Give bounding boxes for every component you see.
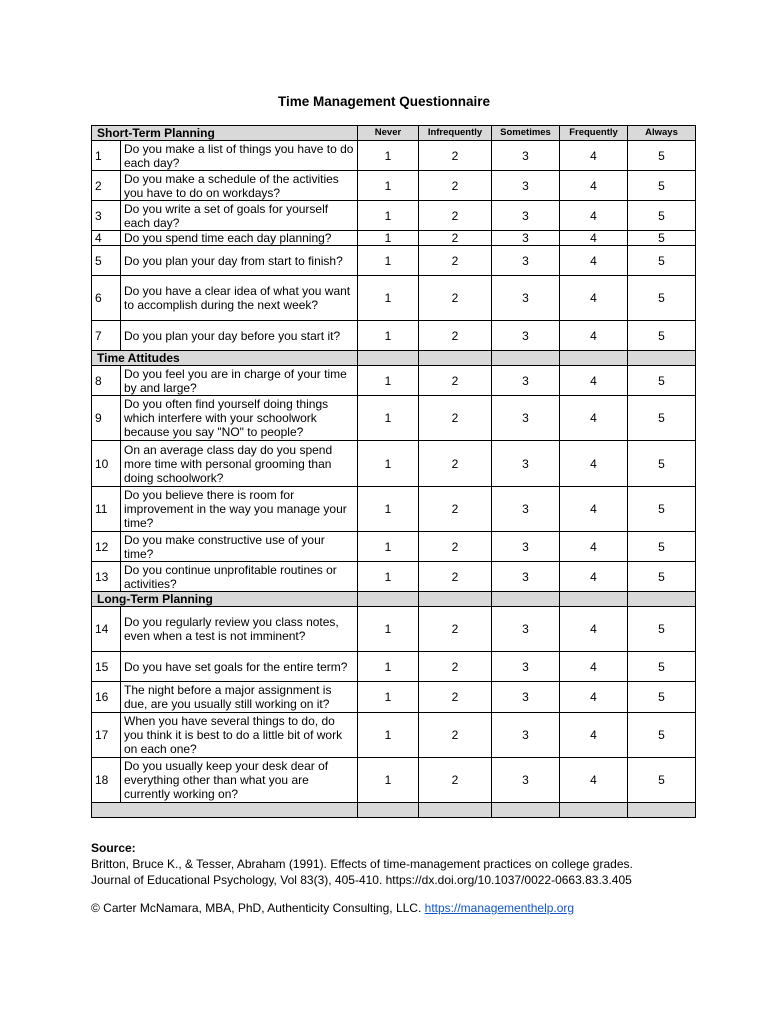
- section-filler-cell: [358, 592, 419, 607]
- rating-option-1[interactable]: 1: [358, 562, 419, 592]
- rating-option-4[interactable]: 4: [560, 396, 628, 441]
- rating-option-4[interactable]: 4: [560, 713, 628, 758]
- rating-option-3[interactable]: 3: [492, 441, 560, 487]
- question-number: 18: [92, 758, 121, 803]
- copyright-line: [91, 900, 574, 916]
- question-number: 6: [92, 276, 121, 321]
- question-row: [92, 396, 696, 441]
- footer-cell: [419, 803, 492, 818]
- question-row: [92, 246, 696, 276]
- rating-option-4[interactable]: 4: [560, 487, 628, 532]
- rating-option-1[interactable]: 1: [358, 758, 419, 803]
- rating-option-4[interactable]: 4: [560, 366, 628, 396]
- question-text: Do you continue unprofitable routines or activities?: [121, 562, 358, 592]
- rating-option-4[interactable]: 4: [560, 201, 628, 231]
- rating-option-1[interactable]: 1: [358, 607, 419, 652]
- rating-option-3[interactable]: 3: [492, 532, 560, 562]
- question-number: 16: [92, 682, 121, 713]
- rating-option-2[interactable]: 2: [419, 682, 492, 713]
- rating-option-3[interactable]: 3: [492, 713, 560, 758]
- question-row: [92, 487, 696, 532]
- rating-option-4[interactable]: 4: [560, 652, 628, 682]
- source-citation-line2: Journal of Educational Psychology, Vol 83(3), 405-410. https://dx.doi.org/10.1037/0022-0663.83.3.405: [91, 873, 632, 887]
- rating-option-5[interactable]: 5: [628, 141, 696, 171]
- question-number: 4: [92, 231, 121, 246]
- rating-option-1[interactable]: 1: [358, 201, 419, 231]
- question-number: 8: [92, 366, 121, 396]
- rating-option-2[interactable]: 2: [419, 607, 492, 652]
- question-text: Do you spend time each day planning?: [121, 231, 358, 246]
- copyright-text: © Carter McNamara, MBA, PhD, Authenticity Consulting, LLC.: [91, 901, 422, 915]
- rating-option-1[interactable]: 1: [358, 487, 419, 532]
- question-number: 1: [92, 141, 121, 171]
- question-text: Do you make a schedule of the activities you have to do on workdays?: [121, 171, 358, 201]
- rating-option-3[interactable]: 3: [492, 607, 560, 652]
- footer-cell: [92, 803, 358, 818]
- question-number: 13: [92, 562, 121, 592]
- question-number: 2: [92, 171, 121, 201]
- rating-option-2[interactable]: 2: [419, 171, 492, 201]
- section-filler-cell: [628, 592, 696, 607]
- footer-cell: [560, 803, 628, 818]
- rating-option-5[interactable]: 5: [628, 276, 696, 321]
- question-row: [92, 562, 696, 592]
- question-number: 14: [92, 607, 121, 652]
- question-number: 7: [92, 321, 121, 351]
- footer-cell: [358, 803, 419, 818]
- source-block: [91, 840, 711, 888]
- question-text: Do you make constructive use of your time?: [121, 532, 358, 562]
- footer-cell: [492, 803, 560, 818]
- rating-option-3[interactable]: 3: [492, 141, 560, 171]
- question-row: [92, 532, 696, 562]
- rating-option-2[interactable]: 2: [419, 713, 492, 758]
- section-filler-cell: [419, 592, 492, 607]
- question-row: [92, 171, 696, 201]
- rating-option-4[interactable]: 4: [560, 682, 628, 713]
- question-number: 12: [92, 532, 121, 562]
- rating-option-3[interactable]: 3: [492, 487, 560, 532]
- question-row: [92, 201, 696, 231]
- rating-option-1[interactable]: 1: [358, 652, 419, 682]
- source-label: Source:: [91, 841, 136, 855]
- question-number: 15: [92, 652, 121, 682]
- question-text: On an average class day do you spend more time with personal grooming than doing schoolwork?: [121, 441, 358, 487]
- rating-option-1[interactable]: 1: [358, 171, 419, 201]
- rating-option-3[interactable]: 3: [492, 366, 560, 396]
- question-text: When you have several things to do, do you think it is best to do a little bit of work on each one?: [121, 713, 358, 758]
- column-header: Sometimes: [492, 126, 560, 141]
- section-filler-cell: [560, 592, 628, 607]
- rating-option-5[interactable]: 5: [628, 396, 696, 441]
- question-number: 3: [92, 201, 121, 231]
- rating-option-5[interactable]: 5: [628, 652, 696, 682]
- rating-option-1[interactable]: 1: [358, 276, 419, 321]
- rating-option-4[interactable]: 4: [560, 276, 628, 321]
- question-text: The night before a major assignment is due, are you usually still working on it?: [121, 682, 358, 713]
- rating-option-5[interactable]: 5: [628, 562, 696, 592]
- column-header: Frequently: [560, 126, 628, 141]
- rating-option-3[interactable]: 3: [492, 276, 560, 321]
- rating-option-1[interactable]: 1: [358, 321, 419, 351]
- question-number: 17: [92, 713, 121, 758]
- rating-option-3[interactable]: 3: [492, 231, 560, 246]
- rating-option-2[interactable]: 2: [419, 141, 492, 171]
- question-row: [92, 441, 696, 487]
- page-title: Time Management Questionnaire: [277, 94, 491, 109]
- rating-option-5[interactable]: 5: [628, 201, 696, 231]
- question-text: Do you regularly review you class notes, even when a test is not imminent?: [121, 607, 358, 652]
- rating-option-1[interactable]: 1: [358, 231, 419, 246]
- question-row: [92, 366, 696, 396]
- rating-option-1[interactable]: 1: [358, 141, 419, 171]
- rating-option-4[interactable]: 4: [560, 246, 628, 276]
- question-text: Do you feel you are in charge of your time by and large?: [121, 366, 358, 396]
- question-number: 5: [92, 246, 121, 276]
- rating-option-2[interactable]: 2: [419, 396, 492, 441]
- section-header-row: [92, 126, 696, 141]
- managementhelp-link[interactable]: https://managementhelp.org: [424, 901, 575, 915]
- rating-option-4[interactable]: 4: [560, 441, 628, 487]
- rating-option-5[interactable]: 5: [628, 532, 696, 562]
- section-filler-cell: [492, 592, 560, 607]
- rating-option-5[interactable]: 5: [628, 441, 696, 487]
- rating-option-4[interactable]: 4: [560, 562, 628, 592]
- rating-option-1[interactable]: 1: [358, 532, 419, 562]
- source-citation-line1: Britton, Bruce K., & Tesser, Abraham (1991). Effects of time-management practices on college grades.: [91, 857, 633, 871]
- rating-option-5[interactable]: 5: [628, 231, 696, 246]
- rating-option-2[interactable]: 2: [419, 321, 492, 351]
- section-title: Long-Term Planning: [92, 592, 358, 607]
- rating-option-4[interactable]: 4: [560, 758, 628, 803]
- rating-option-3[interactable]: 3: [492, 396, 560, 441]
- rating-option-5[interactable]: 5: [628, 758, 696, 803]
- rating-option-5[interactable]: 5: [628, 246, 696, 276]
- rating-option-1[interactable]: 1: [358, 713, 419, 758]
- rating-option-1[interactable]: 1: [358, 441, 419, 487]
- question-text: Do you have a clear idea of what you want to accomplish during the next week?: [121, 276, 358, 321]
- rating-option-5[interactable]: 5: [628, 321, 696, 351]
- section-filler-cell: [560, 351, 628, 366]
- rating-option-5[interactable]: 5: [628, 366, 696, 396]
- question-row: [92, 758, 696, 803]
- question-text: Do you write a set of goals for yourself each day?: [121, 201, 358, 231]
- rating-option-4[interactable]: 4: [560, 607, 628, 652]
- footer-cell: [628, 803, 696, 818]
- section-header-row: [92, 592, 696, 607]
- rating-option-5[interactable]: 5: [628, 713, 696, 758]
- rating-option-1[interactable]: 1: [358, 682, 419, 713]
- question-row: [92, 652, 696, 682]
- rating-option-2[interactable]: 2: [419, 201, 492, 231]
- question-text: Do you believe there is room for improvement in the way you manage your time?: [121, 487, 358, 532]
- rating-option-3[interactable]: 3: [492, 562, 560, 592]
- questionnaire-table: [91, 125, 696, 818]
- question-text: Do you often find yourself doing things which interfere with your schoolwork because you say "NO" to people?: [121, 396, 358, 441]
- rating-option-2[interactable]: 2: [419, 487, 492, 532]
- section-filler-cell: [419, 351, 492, 366]
- rating-option-1[interactable]: 1: [358, 366, 419, 396]
- rating-option-3[interactable]: 3: [492, 321, 560, 351]
- question-row: [92, 682, 696, 713]
- question-row: [92, 321, 696, 351]
- question-number: 11: [92, 487, 121, 532]
- column-header: Never: [358, 126, 419, 141]
- rating-option-2[interactable]: 2: [419, 441, 492, 487]
- rating-option-4[interactable]: 4: [560, 141, 628, 171]
- question-number: 10: [92, 441, 121, 487]
- question-row: [92, 276, 696, 321]
- rating-option-3[interactable]: 3: [492, 201, 560, 231]
- rating-option-2[interactable]: 2: [419, 231, 492, 246]
- section-filler-cell: [358, 351, 419, 366]
- section-filler-cell: [628, 351, 696, 366]
- question-text: Do you make a list of things you have to do each day?: [121, 141, 358, 171]
- rating-option-4[interactable]: 4: [560, 231, 628, 246]
- question-text: Do you have set goals for the entire term?: [121, 652, 358, 682]
- rating-option-3[interactable]: 3: [492, 682, 560, 713]
- rating-option-2[interactable]: 2: [419, 532, 492, 562]
- question-row: [92, 607, 696, 652]
- column-header: Always: [628, 126, 696, 141]
- rating-option-2[interactable]: 2: [419, 758, 492, 803]
- rating-option-1[interactable]: 1: [358, 246, 419, 276]
- rating-option-2[interactable]: 2: [419, 652, 492, 682]
- rating-option-5[interactable]: 5: [628, 607, 696, 652]
- column-header: Infrequently: [419, 126, 492, 141]
- rating-option-4[interactable]: 4: [560, 171, 628, 201]
- rating-option-3[interactable]: 3: [492, 652, 560, 682]
- rating-option-5[interactable]: 5: [628, 487, 696, 532]
- rating-option-1[interactable]: 1: [358, 396, 419, 441]
- section-title: Time Attitudes: [92, 351, 358, 366]
- rating-option-5[interactable]: 5: [628, 682, 696, 713]
- section-header-row: [92, 351, 696, 366]
- question-text: Do you plan your day from start to finish?: [121, 246, 358, 276]
- rating-option-2[interactable]: 2: [419, 246, 492, 276]
- rating-option-2[interactable]: 2: [419, 366, 492, 396]
- question-number: 9: [92, 396, 121, 441]
- rating-option-3[interactable]: 3: [492, 758, 560, 803]
- rating-option-2[interactable]: 2: [419, 276, 492, 321]
- section-filler-cell: [492, 351, 560, 366]
- rating-option-3[interactable]: 3: [492, 171, 560, 201]
- section-title: Short-Term Planning: [92, 126, 358, 141]
- rating-option-5[interactable]: 5: [628, 171, 696, 201]
- question-row: [92, 231, 696, 246]
- question-row: [92, 141, 696, 171]
- table-footer-row: [92, 803, 696, 818]
- rating-option-2[interactable]: 2: [419, 562, 492, 592]
- question-text: Do you plan your day before you start it?: [121, 321, 358, 351]
- rating-option-4[interactable]: 4: [560, 321, 628, 351]
- question-text: Do you usually keep your desk dear of everything other than what you are currently working on?: [121, 758, 358, 803]
- rating-option-3[interactable]: 3: [492, 246, 560, 276]
- rating-option-4[interactable]: 4: [560, 532, 628, 562]
- question-row: [92, 713, 696, 758]
